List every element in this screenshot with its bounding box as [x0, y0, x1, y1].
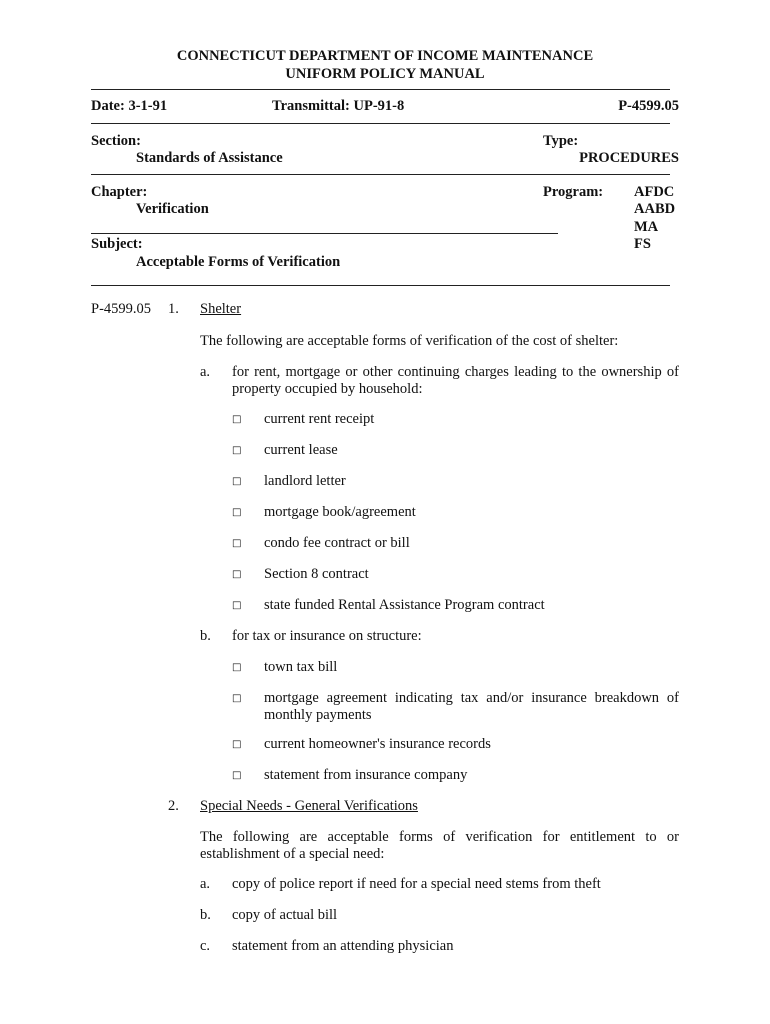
subject-value: Acceptable Forms of Verification	[136, 254, 341, 270]
list-item: current homeowner's insurance records	[264, 736, 491, 752]
checkbox-icon: □	[232, 538, 242, 549]
date-field: Date: 3-1-91	[91, 98, 168, 114]
transmittal-field: Transmittal: UP-91-8	[272, 98, 405, 114]
chapter-label: Chapter:	[91, 184, 148, 200]
list-item: landlord letter	[264, 473, 346, 489]
subitem-text: for tax or insurance on structure:	[232, 628, 422, 644]
item-number: 1.	[168, 301, 179, 317]
department-title: CONNECTICUT DEPARTMENT OF INCOME MAINTENANCE	[176, 48, 594, 64]
list-item: mortgage book/agreement	[264, 504, 416, 520]
section-value: Standards of Assistance	[136, 150, 283, 166]
checkbox-icon: □	[232, 476, 242, 487]
divider	[91, 123, 670, 124]
item-intro: The following are acceptable forms of verification of the cost of shelter:	[200, 333, 619, 349]
program-aabd: AABD	[634, 201, 676, 217]
divider	[91, 233, 558, 234]
checkbox-icon: □	[232, 600, 242, 611]
list-item: current rent receipt	[264, 411, 375, 427]
subject-label: Subject:	[91, 236, 143, 252]
item-title: Special Needs - General Verifications	[200, 798, 418, 814]
list-item: condo fee contract or bill	[264, 535, 410, 551]
item-title: Shelter	[200, 301, 242, 317]
subitem-text: statement from an attending physician	[232, 938, 454, 954]
checkbox-icon: □	[232, 662, 242, 673]
list-item: state funded Rental Assistance Program contract	[264, 597, 545, 613]
divider	[91, 174, 670, 175]
program-ma: MA	[634, 219, 659, 235]
checkbox-icon: □	[232, 770, 242, 781]
program-afdc: AFDC	[634, 184, 675, 200]
subitem-label: b.	[200, 628, 211, 644]
subitem-label: a.	[200, 876, 211, 892]
checkbox-icon: □	[232, 739, 242, 750]
manual-title: UNIFORM POLICY MANUAL	[285, 66, 485, 82]
list-item: Section 8 contract	[264, 566, 369, 582]
item-number: 2.	[168, 798, 179, 814]
list-item: statement from insurance company	[264, 767, 468, 783]
list-item: current lease	[264, 442, 338, 458]
list-item: town tax bill	[264, 659, 338, 675]
item-intro: The following are acceptable forms of verification for entitlement to or establishment of a special need:	[200, 829, 679, 862]
chapter-value: Verification	[136, 201, 209, 217]
doc-number: P-4599.05	[618, 98, 679, 114]
paragraph-ref: P-4599.05	[91, 301, 152, 317]
checkbox-icon: □	[232, 507, 242, 518]
divider	[91, 89, 670, 90]
section-label: Section:	[91, 133, 141, 149]
subitem-text: for rent, mortgage or other continuing charges leading to the ownership of property occupied by household:	[232, 364, 679, 397]
program-fs: FS	[634, 236, 651, 252]
type-value: PROCEDURES	[579, 150, 679, 166]
checkbox-icon: □	[232, 445, 242, 456]
subitem-label: a.	[200, 364, 211, 380]
subitem-label: c.	[200, 938, 211, 954]
type-label: Type:	[543, 133, 579, 149]
checkbox-icon: □	[232, 693, 242, 704]
subitem-text: copy of police report if need for a special need stems from theft	[232, 876, 601, 892]
checkbox-icon: □	[232, 569, 242, 580]
subitem-label: b.	[200, 907, 211, 923]
list-item: mortgage agreement indicating tax and/or insurance breakdown of monthly payments	[264, 690, 679, 723]
program-label: Program:	[543, 184, 604, 200]
checkbox-icon: □	[232, 414, 242, 425]
subitem-text: copy of actual bill	[232, 907, 338, 923]
divider	[91, 285, 670, 286]
